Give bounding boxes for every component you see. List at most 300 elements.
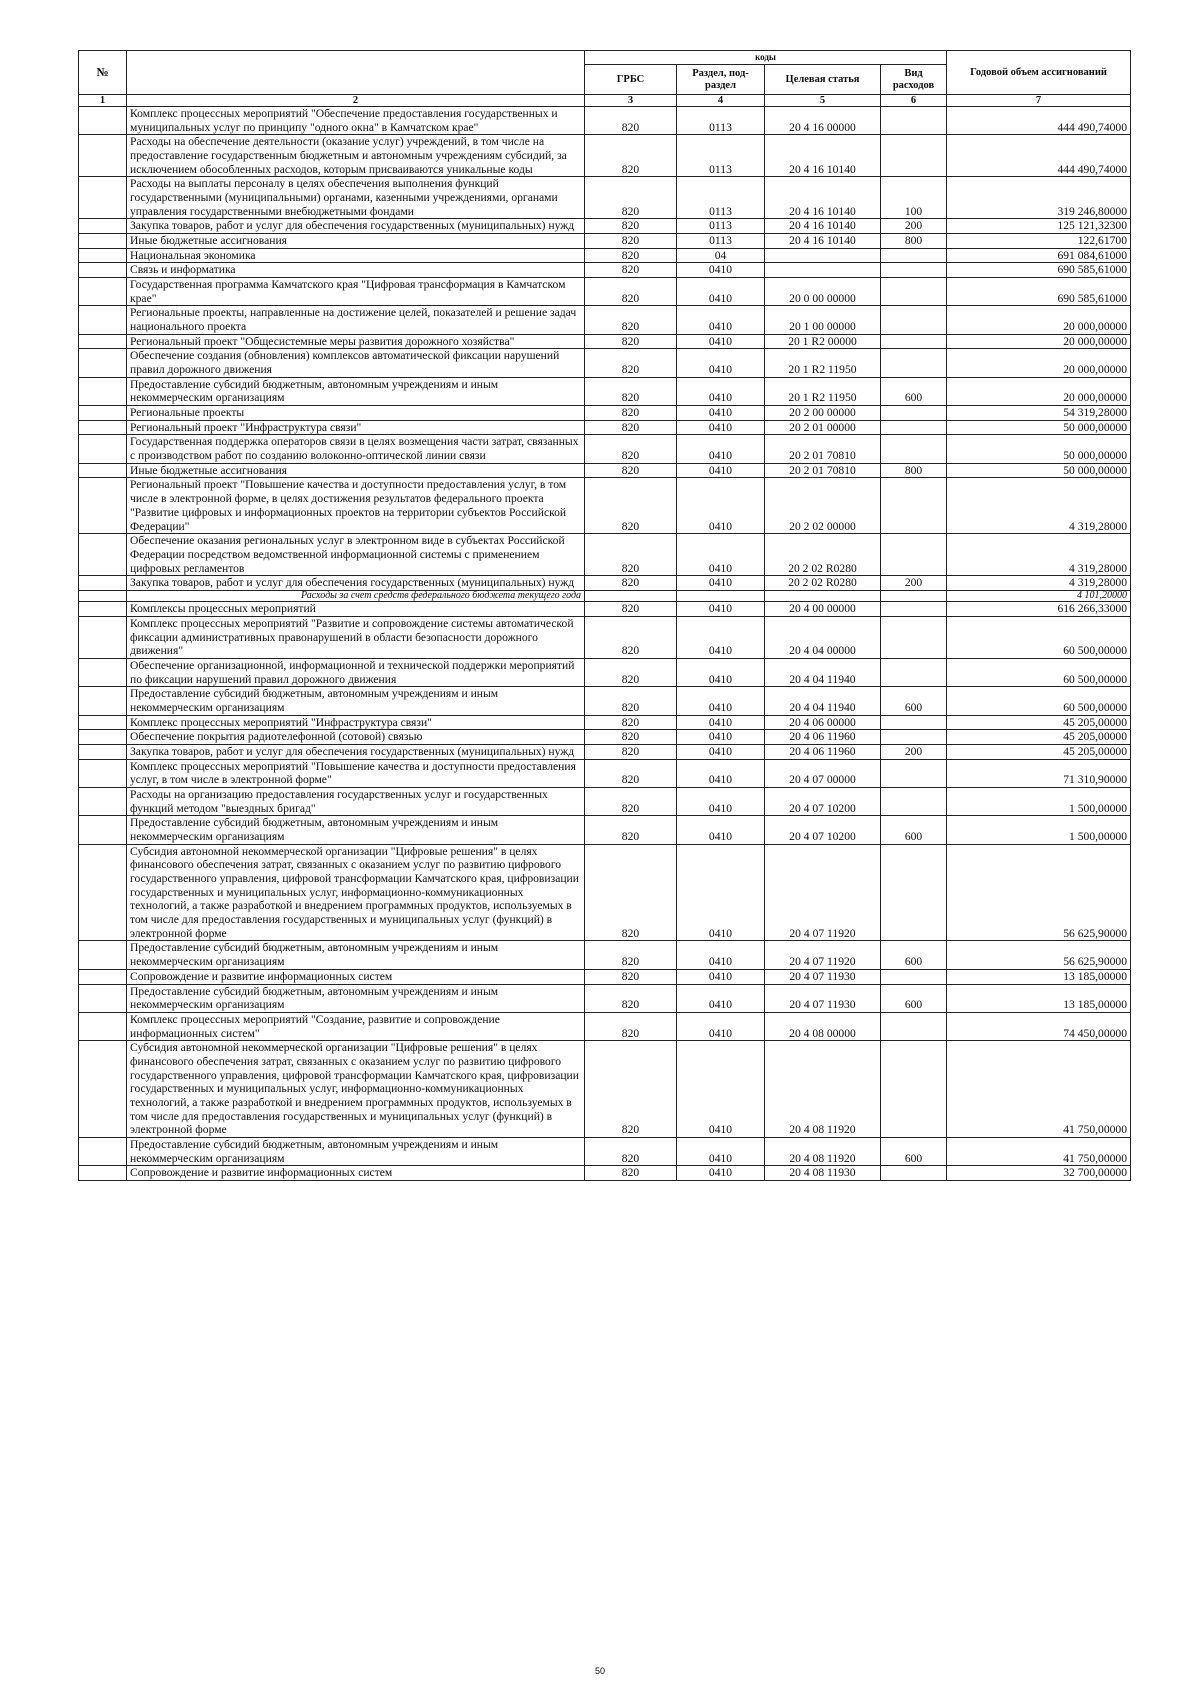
row-section: 0410 bbox=[677, 334, 765, 349]
budget-sheet bbox=[78, 50, 1130, 1181]
row-target: 20 4 07 11920 bbox=[765, 941, 881, 969]
row-grbs: 820 bbox=[585, 969, 677, 984]
row-name: Предоставление субсидий бюджетным, автономным учреждениям и иным некоммерческим организациям bbox=[127, 377, 585, 405]
row-grbs: 820 bbox=[585, 576, 677, 591]
row-kind bbox=[881, 844, 947, 941]
row-target: 20 2 02 R0280 bbox=[765, 576, 881, 591]
row-grbs: 820 bbox=[585, 135, 677, 177]
header-target: Целевая статья bbox=[765, 65, 881, 95]
row-section: 0410 bbox=[677, 730, 765, 745]
row-kind bbox=[881, 1041, 947, 1138]
table-row bbox=[79, 816, 1131, 844]
row-kind: 600 bbox=[881, 687, 947, 715]
row-number bbox=[79, 278, 127, 306]
row-kind bbox=[881, 602, 947, 617]
row-kind: 600 bbox=[881, 984, 947, 1012]
header-num: № bbox=[79, 51, 127, 95]
table-row bbox=[79, 306, 1131, 334]
header-index-cell: 7 bbox=[947, 95, 1131, 107]
row-name: Обеспечение покрытия радиотелефонной (сотовой) связью bbox=[127, 730, 585, 745]
row-number bbox=[79, 534, 127, 576]
row-amount: 13 185,00000 bbox=[947, 969, 1131, 984]
row-section: 0410 bbox=[677, 406, 765, 421]
row-grbs: 820 bbox=[585, 248, 677, 263]
row-number bbox=[79, 219, 127, 234]
row-section: 0410 bbox=[677, 278, 765, 306]
row-number bbox=[79, 234, 127, 249]
row-grbs: 820 bbox=[585, 759, 677, 787]
row-section: 0410 bbox=[677, 306, 765, 334]
row-grbs: 820 bbox=[585, 534, 677, 576]
row-amount: 13 185,00000 bbox=[947, 984, 1131, 1012]
table-body bbox=[79, 107, 1131, 1181]
row-target: 20 4 16 10140 bbox=[765, 177, 881, 219]
row-number bbox=[79, 248, 127, 263]
row-section: 0410 bbox=[677, 715, 765, 730]
table-row bbox=[79, 788, 1131, 816]
row-target: 20 2 01 70810 bbox=[765, 463, 881, 478]
row-kind bbox=[881, 617, 947, 659]
row-number bbox=[79, 1041, 127, 1138]
row-target: 20 4 16 10140 bbox=[765, 135, 881, 177]
table-row bbox=[79, 349, 1131, 377]
row-target: 20 2 01 00000 bbox=[765, 420, 881, 435]
row-name: Иные бюджетные ассигнования bbox=[127, 234, 585, 249]
row-number bbox=[79, 715, 127, 730]
row-amount: 20 000,00000 bbox=[947, 377, 1131, 405]
row-number bbox=[79, 1137, 127, 1165]
row-kind: 200 bbox=[881, 219, 947, 234]
table-row bbox=[79, 969, 1131, 984]
row-kind bbox=[881, 278, 947, 306]
header-index-cell: 3 bbox=[585, 95, 677, 107]
row-grbs: 820 bbox=[585, 816, 677, 844]
header-grbs: ГРБС bbox=[585, 65, 677, 95]
table-row bbox=[79, 248, 1131, 263]
row-name: Закупка товаров, работ и услуг для обеспечения государственных (муниципальных) нужд bbox=[127, 745, 585, 760]
row-target: 20 2 02 R0280 bbox=[765, 534, 881, 576]
row-kind bbox=[881, 135, 947, 177]
row-amount: 20 000,00000 bbox=[947, 334, 1131, 349]
header-index-cell: 2 bbox=[127, 95, 585, 107]
row-section: 0410 bbox=[677, 478, 765, 534]
header-index-cell: 4 bbox=[677, 95, 765, 107]
header-index-cell: 5 bbox=[765, 95, 881, 107]
row-kind: 600 bbox=[881, 1137, 947, 1165]
header-section: Раздел, под-раздел bbox=[677, 65, 765, 95]
row-section: 0410 bbox=[677, 349, 765, 377]
row-number bbox=[79, 788, 127, 816]
table-row bbox=[79, 534, 1131, 576]
row-section: 0113 bbox=[677, 107, 765, 135]
row-number bbox=[79, 135, 127, 177]
row-grbs: 820 bbox=[585, 420, 677, 435]
row-target: 20 4 08 11920 bbox=[765, 1041, 881, 1138]
row-amount: 74 450,00000 bbox=[947, 1012, 1131, 1040]
row-name: Иные бюджетные ассигнования bbox=[127, 463, 585, 478]
table-row bbox=[79, 1012, 1131, 1040]
row-grbs: 820 bbox=[585, 349, 677, 377]
row-target: 20 4 06 00000 bbox=[765, 715, 881, 730]
row-kind bbox=[881, 788, 947, 816]
row-grbs: 820 bbox=[585, 263, 677, 278]
table-row bbox=[79, 1041, 1131, 1138]
row-name: Обеспечение создания (обновления) комплексов автоматической фиксации нарушений правил дорожного движения bbox=[127, 349, 585, 377]
row-target: 20 4 07 00000 bbox=[765, 759, 881, 787]
row-name: Закупка товаров, работ и услуг для обеспечения государственных (муниципальных) нужд bbox=[127, 219, 585, 234]
table-row bbox=[79, 219, 1131, 234]
table-row bbox=[79, 478, 1131, 534]
row-target: 20 4 08 00000 bbox=[765, 1012, 881, 1040]
row-section: 0410 bbox=[677, 534, 765, 576]
row-section: 0113 bbox=[677, 135, 765, 177]
row-number bbox=[79, 941, 127, 969]
row-grbs: 820 bbox=[585, 602, 677, 617]
table-row bbox=[79, 334, 1131, 349]
row-number bbox=[79, 816, 127, 844]
row-target: 20 4 04 11940 bbox=[765, 687, 881, 715]
row-number bbox=[79, 107, 127, 135]
row-kind bbox=[881, 759, 947, 787]
row-target: 20 4 04 00000 bbox=[765, 617, 881, 659]
row-name: Региональный проект "Инфраструктура связи" bbox=[127, 420, 585, 435]
row-target: 20 0 00 00000 bbox=[765, 278, 881, 306]
row-number bbox=[79, 844, 127, 941]
table-row bbox=[79, 659, 1131, 687]
row-kind bbox=[881, 730, 947, 745]
row-name: Комплекс процессных мероприятий "Обеспечение предоставления государственных и муниципальных услуг по принципу "одного окна" в Камчатском крае" bbox=[127, 107, 585, 135]
row-grbs: 820 bbox=[585, 435, 677, 463]
row-section: 0410 bbox=[677, 463, 765, 478]
row-grbs: 820 bbox=[585, 278, 677, 306]
row-grbs: 820 bbox=[585, 617, 677, 659]
table-row bbox=[79, 263, 1131, 278]
row-kind bbox=[881, 406, 947, 421]
row-number bbox=[79, 263, 127, 278]
row-grbs: 820 bbox=[585, 687, 677, 715]
row-grbs: 820 bbox=[585, 478, 677, 534]
row-section: 0410 bbox=[677, 941, 765, 969]
row-target bbox=[765, 590, 881, 602]
row-name: Комплекс процессных мероприятий "Инфраструктура связи" bbox=[127, 715, 585, 730]
row-amount: 45 205,00000 bbox=[947, 715, 1131, 730]
row-name: Предоставление субсидий бюджетным, автономным учреждениям и иным некоммерческим организациям bbox=[127, 984, 585, 1012]
row-name: Предоставление субсидий бюджетным, автономным учреждениям и иным некоммерческим организациям bbox=[127, 687, 585, 715]
table-row bbox=[79, 759, 1131, 787]
row-target: 20 4 07 10200 bbox=[765, 816, 881, 844]
table-row bbox=[79, 377, 1131, 405]
row-target: 20 1 00 00000 bbox=[765, 306, 881, 334]
row-target: 20 2 01 70810 bbox=[765, 435, 881, 463]
row-name: Предоставление субсидий бюджетным, автономным учреждениям и иным некоммерческим организациям bbox=[127, 1137, 585, 1165]
row-amount: 4 319,28000 bbox=[947, 576, 1131, 591]
budget-table bbox=[78, 50, 1131, 1181]
row-name: Национальная экономика bbox=[127, 248, 585, 263]
row-grbs: 820 bbox=[585, 1137, 677, 1165]
row-amount: 60 500,00000 bbox=[947, 659, 1131, 687]
row-kind: 600 bbox=[881, 816, 947, 844]
row-name: Расходы на выплаты персоналу в целях обеспечения выполнения функций государственными (муниципальными) органами, казенными учреждениями, органами управления государственными внебюджетными фондами bbox=[127, 177, 585, 219]
row-section: 0410 bbox=[677, 377, 765, 405]
row-amount: 50 000,00000 bbox=[947, 435, 1131, 463]
row-number bbox=[79, 435, 127, 463]
header-index-row bbox=[79, 95, 1131, 107]
row-amount: 690 585,61000 bbox=[947, 263, 1131, 278]
row-target: 20 4 16 10140 bbox=[765, 219, 881, 234]
row-kind bbox=[881, 969, 947, 984]
table-row bbox=[79, 576, 1131, 591]
row-target: 20 4 07 10200 bbox=[765, 788, 881, 816]
table-row bbox=[79, 463, 1131, 478]
table-row bbox=[79, 1166, 1131, 1181]
row-number bbox=[79, 177, 127, 219]
row-grbs: 820 bbox=[585, 177, 677, 219]
row-amount: 691 084,61000 bbox=[947, 248, 1131, 263]
row-section: 0410 bbox=[677, 745, 765, 760]
row-name: Региональный проект "Общесистемные меры развития дорожного хозяйства" bbox=[127, 334, 585, 349]
row-amount: 56 625,90000 bbox=[947, 941, 1131, 969]
row-section: 0113 bbox=[677, 234, 765, 249]
table-row bbox=[79, 984, 1131, 1012]
row-amount: 41 750,00000 bbox=[947, 1137, 1131, 1165]
row-name: Комплекс процессных мероприятий "Создание, развитие и сопровождение информационных систем" bbox=[127, 1012, 585, 1040]
row-amount: 60 500,00000 bbox=[947, 687, 1131, 715]
table-row bbox=[79, 234, 1131, 249]
row-number bbox=[79, 306, 127, 334]
row-section: 04 bbox=[677, 248, 765, 263]
row-kind bbox=[881, 107, 947, 135]
row-amount: 444 490,74000 bbox=[947, 107, 1131, 135]
row-grbs: 820 bbox=[585, 745, 677, 760]
table-row bbox=[79, 730, 1131, 745]
row-kind: 600 bbox=[881, 377, 947, 405]
row-target: 20 1 R2 11950 bbox=[765, 349, 881, 377]
row-kind bbox=[881, 478, 947, 534]
row-amount: 319 246,80000 bbox=[947, 177, 1131, 219]
row-number bbox=[79, 984, 127, 1012]
row-name: Связь и информатика bbox=[127, 263, 585, 278]
table-row bbox=[79, 107, 1131, 135]
row-kind bbox=[881, 715, 947, 730]
row-target: 20 4 00 00000 bbox=[765, 602, 881, 617]
table-row bbox=[79, 1137, 1131, 1165]
row-grbs: 820 bbox=[585, 1012, 677, 1040]
row-section: 0410 bbox=[677, 263, 765, 278]
row-number bbox=[79, 617, 127, 659]
row-amount: 444 490,74000 bbox=[947, 135, 1131, 177]
row-amount: 56 625,90000 bbox=[947, 844, 1131, 941]
row-number bbox=[79, 406, 127, 421]
row-name: Обеспечение оказания региональных услуг в электронном виде в субъектах Российской Федерации посредством ведомственной информационной системы с применением цифровых регламентов bbox=[127, 534, 585, 576]
table-row bbox=[79, 278, 1131, 306]
row-kind bbox=[881, 420, 947, 435]
row-grbs: 820 bbox=[585, 219, 677, 234]
row-kind bbox=[881, 263, 947, 278]
row-kind: 200 bbox=[881, 576, 947, 591]
row-section: 0410 bbox=[677, 1166, 765, 1181]
row-section: 0410 bbox=[677, 1041, 765, 1138]
row-number bbox=[79, 478, 127, 534]
row-section: 0410 bbox=[677, 617, 765, 659]
row-target: 20 1 R2 00000 bbox=[765, 334, 881, 349]
row-target bbox=[765, 248, 881, 263]
row-name: Предоставление субсидий бюджетным, автономным учреждениям и иным некоммерческим организациям bbox=[127, 816, 585, 844]
row-grbs: 820 bbox=[585, 1041, 677, 1138]
row-number bbox=[79, 420, 127, 435]
row-kind bbox=[881, 435, 947, 463]
row-kind: 600 bbox=[881, 941, 947, 969]
row-number bbox=[79, 687, 127, 715]
row-grbs: 820 bbox=[585, 306, 677, 334]
row-section: 0410 bbox=[677, 816, 765, 844]
row-grbs: 820 bbox=[585, 715, 677, 730]
row-amount: 71 310,90000 bbox=[947, 759, 1131, 787]
row-target: 20 1 R2 11950 bbox=[765, 377, 881, 405]
row-section: 0410 bbox=[677, 969, 765, 984]
table-row bbox=[79, 602, 1131, 617]
row-name: Предоставление субсидий бюджетным, автономным учреждениям и иным некоммерческим организациям bbox=[127, 941, 585, 969]
row-target bbox=[765, 263, 881, 278]
row-name: Сопровождение и развитие информационных систем bbox=[127, 1166, 585, 1181]
row-grbs: 820 bbox=[585, 659, 677, 687]
row-name: Сопровождение и развитие информационных систем bbox=[127, 969, 585, 984]
row-name: Региональный проект "Повышение качества и доступности предоставления услуг, в том числе в электронной форме, в целях достижения результатов федерального проекта "Развитие цифровых и информационных проектов на территории субъектов Российской Федерации" bbox=[127, 478, 585, 534]
row-number bbox=[79, 349, 127, 377]
row-section: 0410 bbox=[677, 435, 765, 463]
row-section: 0410 bbox=[677, 602, 765, 617]
row-target: 20 4 16 00000 bbox=[765, 107, 881, 135]
row-number bbox=[79, 969, 127, 984]
row-amount: 41 750,00000 bbox=[947, 1041, 1131, 1138]
row-section: 0410 bbox=[677, 759, 765, 787]
table-row bbox=[79, 420, 1131, 435]
row-grbs: 820 bbox=[585, 334, 677, 349]
row-name: Комплексы процессных мероприятий bbox=[127, 602, 585, 617]
row-section: 0410 bbox=[677, 687, 765, 715]
row-grbs: 820 bbox=[585, 984, 677, 1012]
row-target: 20 2 02 00000 bbox=[765, 478, 881, 534]
row-grbs: 820 bbox=[585, 406, 677, 421]
row-kind bbox=[881, 534, 947, 576]
row-grbs: 820 bbox=[585, 377, 677, 405]
row-name: Региональные проекты, направленные на достижение целей, показателей и решение задач национального проекта bbox=[127, 306, 585, 334]
row-kind bbox=[881, 590, 947, 602]
row-amount: 125 121,32300 bbox=[947, 219, 1131, 234]
row-name: Расходы на организацию предоставления государственных услуг и государственных функций методом "выездных бригад" bbox=[127, 788, 585, 816]
row-kind: 100 bbox=[881, 177, 947, 219]
row-number bbox=[79, 334, 127, 349]
row-amount: 45 205,00000 bbox=[947, 745, 1131, 760]
row-section: 0410 bbox=[677, 420, 765, 435]
header-kind: Вид расходов bbox=[881, 65, 947, 95]
row-grbs: 820 bbox=[585, 788, 677, 816]
row-name: Обеспечение организационной, информационной и технической поддержки мероприятий по фиксации нарушений правил дорожного движения bbox=[127, 659, 585, 687]
page-number: 50 bbox=[594, 1666, 605, 1676]
row-amount: 20 000,00000 bbox=[947, 349, 1131, 377]
row-target: 20 4 04 11940 bbox=[765, 659, 881, 687]
row-name: Региональные проекты bbox=[127, 406, 585, 421]
row-amount: 45 205,00000 bbox=[947, 730, 1131, 745]
row-number bbox=[79, 463, 127, 478]
row-amount: 4 319,28000 bbox=[947, 478, 1131, 534]
row-section: 0410 bbox=[677, 1137, 765, 1165]
row-number bbox=[79, 1166, 127, 1181]
row-target: 20 4 06 11960 bbox=[765, 730, 881, 745]
row-target: 20 4 07 11930 bbox=[765, 984, 881, 1012]
row-amount: 60 500,00000 bbox=[947, 617, 1131, 659]
header-name-blank bbox=[127, 51, 585, 95]
row-target: 20 4 07 11920 bbox=[765, 844, 881, 941]
row-section bbox=[677, 590, 765, 602]
row-kind: 200 bbox=[881, 745, 947, 760]
row-kind bbox=[881, 349, 947, 377]
row-name: Расходы на обеспечение деятельности (оказание услуг) учреждений, в том числе на предоставление государственным бюджетным и автономным учреждениям субсидий, за исключением обособленных расходов, которым присваиваются уникальные коды bbox=[127, 135, 585, 177]
row-amount: 50 000,00000 bbox=[947, 420, 1131, 435]
row-target: 20 4 08 11920 bbox=[765, 1137, 881, 1165]
header-index-cell: 6 bbox=[881, 95, 947, 107]
table-row bbox=[79, 435, 1131, 463]
row-grbs bbox=[585, 590, 677, 602]
row-number bbox=[79, 759, 127, 787]
row-amount: 20 000,00000 bbox=[947, 306, 1131, 334]
row-amount: 1 500,00000 bbox=[947, 816, 1131, 844]
row-grbs: 820 bbox=[585, 730, 677, 745]
row-section: 0410 bbox=[677, 788, 765, 816]
table-row bbox=[79, 135, 1131, 177]
row-name: Расходы за счет средств федерального бюджета текущего года bbox=[127, 590, 585, 602]
row-kind bbox=[881, 1012, 947, 1040]
row-number bbox=[79, 602, 127, 617]
row-section: 0113 bbox=[677, 177, 765, 219]
header-index-cell: 1 bbox=[79, 95, 127, 107]
row-section: 0113 bbox=[677, 219, 765, 234]
header-codes: коды bbox=[585, 51, 947, 65]
row-amount: 54 319,28000 bbox=[947, 406, 1131, 421]
row-kind bbox=[881, 306, 947, 334]
row-amount: 4 101,20000 bbox=[947, 590, 1131, 602]
row-grbs: 820 bbox=[585, 1166, 677, 1181]
row-kind bbox=[881, 248, 947, 263]
row-name: Государственная программа Камчатского края "Цифровая трансформация в Камчатском крае" bbox=[127, 278, 585, 306]
row-grbs: 820 bbox=[585, 234, 677, 249]
row-name: Закупка товаров, работ и услуг для обеспечения государственных (муниципальных) нужд bbox=[127, 576, 585, 591]
row-amount: 122,61700 bbox=[947, 234, 1131, 249]
table-row bbox=[79, 406, 1131, 421]
header-amount: Годовой объем ассигнований bbox=[947, 51, 1131, 95]
row-number bbox=[79, 745, 127, 760]
row-name: Комплекс процессных мероприятий "Развитие и сопровождение системы автоматической фиксации административных правонарушений в области безопасности дорожного движения" bbox=[127, 617, 585, 659]
row-section: 0410 bbox=[677, 659, 765, 687]
row-kind: 800 bbox=[881, 234, 947, 249]
row-grbs: 820 bbox=[585, 107, 677, 135]
row-kind: 800 bbox=[881, 463, 947, 478]
row-amount: 4 319,28000 bbox=[947, 534, 1131, 576]
row-number bbox=[79, 576, 127, 591]
row-section: 0410 bbox=[677, 984, 765, 1012]
row-amount: 32 700,00000 bbox=[947, 1166, 1131, 1181]
row-target: 20 2 00 00000 bbox=[765, 406, 881, 421]
row-amount: 1 500,00000 bbox=[947, 788, 1131, 816]
row-section: 0410 bbox=[677, 576, 765, 591]
row-number bbox=[79, 377, 127, 405]
row-number bbox=[79, 659, 127, 687]
row-number bbox=[79, 1012, 127, 1040]
row-number bbox=[79, 730, 127, 745]
table-row bbox=[79, 590, 1131, 602]
row-target: 20 4 07 11930 bbox=[765, 969, 881, 984]
row-name: Комплекс процессных мероприятий "Повышение качества и доступности предоставления услуг, в том числе в электронной форме" bbox=[127, 759, 585, 787]
row-section: 0410 bbox=[677, 844, 765, 941]
